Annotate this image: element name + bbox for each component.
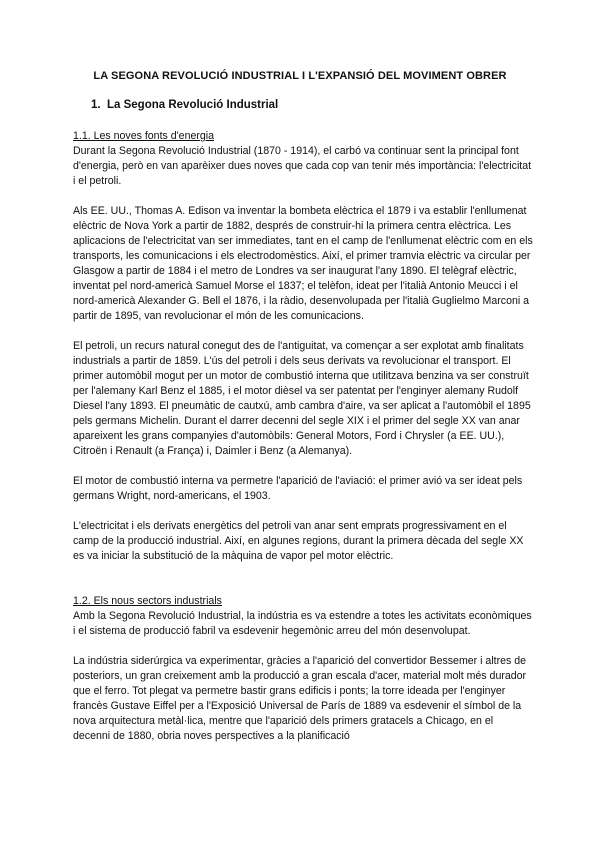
paragraph: El motor de combustió interna va permetre l'aparició de l'aviació: el primer avió va ser ideat pels germans Wright, nord-americans, el 1903. xyxy=(73,475,523,502)
section-number: 1. xyxy=(91,99,101,111)
paragraph: Als EE. UU., Thomas A. Edison va inventar la bombeta elèctrica el 1879 i va establir l'enllumenat elèctric de Nova York a partir de 1882, després de construir-hi la primera centra elèctrica. Les aplicacions de l'electricitat van ser immediates, tant en el camp de l'enllumenat elèctric com en els transports, les comunicacions i els electrodomèstics. Així, el primer tramvia elèctric va circular per Glasgow a partir de 1884 i el metro de Londres va ser inaugurat l'any 1890. El telègraf elèctric, inventat pel nord-americà Samuel Morse el 1837; el telèfon, ideat per l'italià Antonio Meucci i el nord-americà Alexander G. Bell el 1876, i la ràdio, desenvolupada per l'italià Guglielmo Marconi a partir de 1895, van revolucionar el món de les comunicacions. xyxy=(73,205,533,322)
paragraph: L'electricitat i els derivats energètics del petroli van anar sent emprats progressivament en el camp de la producció industrial. Així, en algunes regions, durant la primera dècada del segle XX es va iniciar la substitució de la màquina de vapor pel motor elèctric. xyxy=(73,520,524,562)
section-title: La Segona Revolució Industrial xyxy=(107,99,279,111)
paragraph-gap xyxy=(73,459,533,474)
paragraph: La indústria siderúrgica va experimentar, gràcies a l'aparició del convertidor Bessemer i altres de posteriors, un gran creixement amb la producció a gran escala d'acer, material molt més durador que el ferro. Tot plegat va permetre bastir grans edificis i ponts; la torre ideada per l'enginyer francès Gustave Eiffel per a l'Exposició Universal de París de 1889 va esdevenir el símbol de la nova arquitectura metàl·lica, mentre que l'aparició dels primers gratacels a Chicago, en el decenni de 1880, obria noves perspectives a la planificació xyxy=(73,655,527,742)
section-gap xyxy=(73,564,533,594)
paragraph-gap xyxy=(73,189,533,204)
paragraph-gap xyxy=(73,504,533,519)
paragraph-gap xyxy=(73,324,533,339)
subsection-energy xyxy=(73,129,533,744)
paragraph: Durant la Segona Revolució Industrial (1870 - 1914), el carbó va continuar sent la principal font d'energia, però en van aparèixer dues noves que cada cop van tenir més importància: l'electricitat i el petroli. xyxy=(73,145,532,187)
document-title: LA SEGONA REVOLUCIÓ INDUSTRIAL I L'EXPANSIÓ DEL MOVIMENT OBRER xyxy=(93,70,507,82)
subsection-heading: 1.2. Els nous sectors industrials xyxy=(73,595,222,607)
paragraph: Amb la Segona Revolució Industrial, la indústria es va estendre a totes les activitats econòmiques i el sistema de producció fabril va esdevenir hegemònic arreu del món desenvolupat. xyxy=(73,610,532,637)
paragraph-gap xyxy=(73,639,533,654)
subsection-heading: 1.1. Les noves fonts d'energia xyxy=(73,130,215,142)
section-heading xyxy=(91,99,278,111)
paragraph: El petroli, un recurs natural conegut des de l'antiguitat, va començar a ser explotat amb finalitats industrials a partir de 1859. L'ús del petroli i dels seus derivats va revolucionar el transport. El primer automòbil mogut per un motor de combustió interna que utilitzava benzina va ser construït per l'alemany Karl Benz el 1885, i el motor dièsel va ser patentat per l'enginyer alemany Rudolf Diesel l'any 1893. El pneumàtic de cautxú, amb cambra d'aire, va ser aplicat a l'automòbil el 1895 pels germans Michelin. Durant el darrer decenni del segle XIX i el primer del segle XX van anar apareixent les grans companyies d'automòbils: General Motors, Ford i Chrysler (a EE. UU.), Citroën i Renault (a França) i, Daimler i Benz (a Alemanya). xyxy=(73,340,531,457)
